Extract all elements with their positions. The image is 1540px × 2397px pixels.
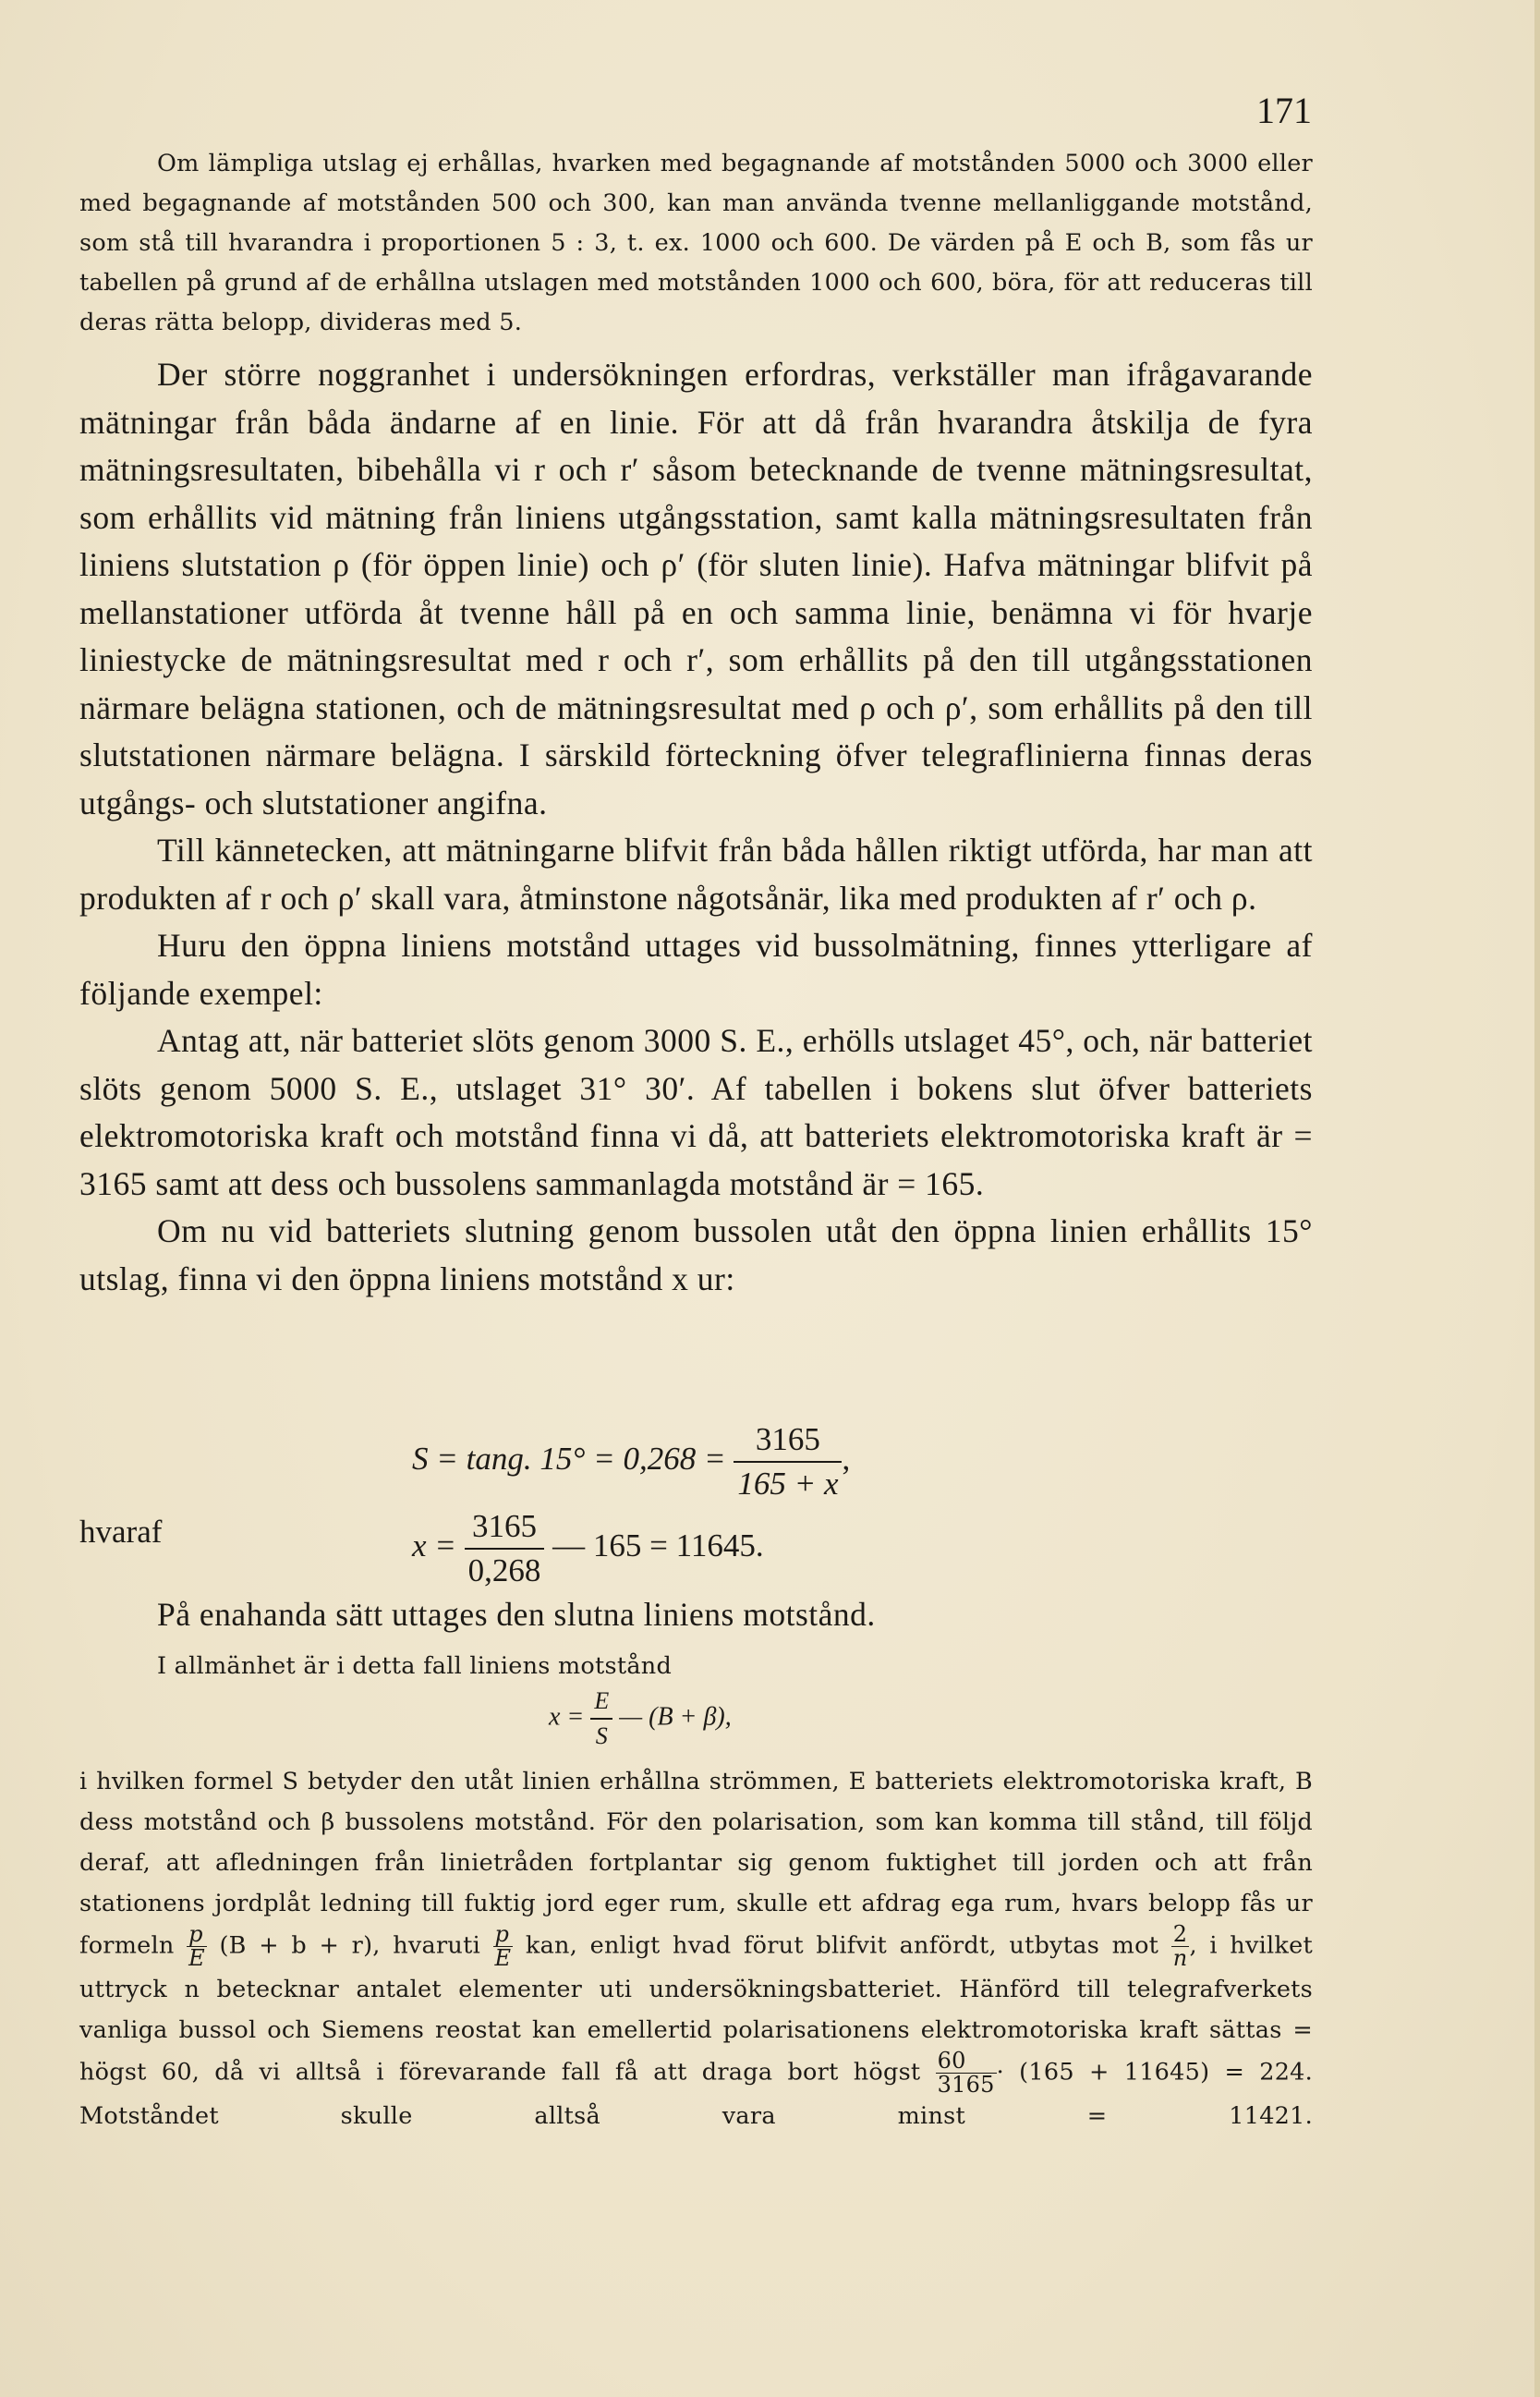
equation-3-fraction (590, 1687, 612, 1750)
formula-60-over-3165 (936, 2050, 997, 2096)
formula-p-over-e-2 (493, 1921, 514, 1971)
formula-p-over-e-1 (187, 1921, 207, 1971)
formula-2-over-n-den: n (1172, 1945, 1188, 1971)
equation-1-fraction (734, 1421, 842, 1503)
paragraph-9 (79, 1761, 1313, 2136)
formula-p-over-e-2-num: p (493, 1924, 514, 1947)
formula-2-over-n (1171, 1921, 1190, 1971)
equation-1 (412, 1421, 850, 1503)
equation-2 (412, 1508, 764, 1589)
paragraph-9-part-e: · (165 + 11645) = 224. Motståndet skulle alltså vara minst = 11421. (79, 2058, 1313, 2130)
paragraph-small-1-text: Om lämpliga utslag ej erhållas, hvarken med begagnande af motstånden 5000 och 3000 eller med begagnande af motstånden 500 och 300, kan man använda tvenne mellanliggande motstånd, som stå till hvarandra i proportionen 5 : 3, t. ex. 1000 och 600. De värden på E och B, som fås ur tabellen på grund af de erhållna utslagen med motstånden 1000 och 600, böra, för att reduceras till deras rätta belopp, divideras med 5. (79, 150, 1313, 336)
equation-1-numerator: 3165 (734, 1421, 842, 1463)
paragraph-2: Der större noggranhet i undersökningen erfordras, verkställer man ifrågavarande mätningar från båda ändarne af en linie. För att då från hvarandra åtskilja de fyra mätningsresultaten, bibehålla vi r och r′ såsom betecknande de tvenne mätningsresultat, som erhållits vid mätning från liniens utgångsstation, samt kalla mätningsresultaten från liniens slutstation ρ (för öppen linie) och ρ′ (för sluten linie). Hafva mätningar blifvit på mellanstationer utförda åt tvenne håll på en och samma linie, benämna vi för hvarje liniestycke de mätningsresultat med r och r′, som erhållits på den till utgångsstationen närmare belägna stationen, och de mätningsresultat med ρ och ρ′, som erhållits på den till slutstationen närmare belägna. I särskild förteckning öfver telegraflinierna finnas deras utgångs- och slutstationer angifna. (79, 356, 1313, 821)
equation-3-rhs: — (B + β), (619, 1702, 732, 1732)
page-number: 171 (1256, 90, 1312, 131)
paragraph-3: Till kännetecken, att mätningarne blifvit från båda hållen riktigt utförda, har man att produkten af r och ρ′ skall vara, åtminstone någotsånär, lika med produkten af r′ och ρ. (79, 832, 1313, 917)
paragraph-7-text: På enahanda sätt uttages den slutna liniens motstånd. (157, 1596, 876, 1633)
formula-2-over-n-num: 2 (1171, 1924, 1190, 1947)
text-block-main (79, 351, 1313, 1303)
equation-3-numerator: E (590, 1687, 612, 1720)
paragraph-9-text (79, 1761, 1313, 2136)
paragraph-9-part-a: i hvilken formel S betyder den utåt linien erhållna strömmen, E batteriets elektromotoriska kraft, B dess motstånd och β bussolens motstånd. För den polarisation, som kan komma till stånd, till följd deraf, att afledningen från linietråden fortplantar sig genom fuktighet till jorden och att från stationens jordplåt ledning till fuktig jord eger rum, skulle ett afdrag ega rum, hvars belopp fås ur formeln (79, 1768, 1313, 1960)
formula-p-over-e-1-num: p (187, 1924, 207, 1947)
paragraph-5: Antag att, när batteriet slöts genom 3000 S. E., erhölls utslaget 45°, och, när batteriet slöts genom 5000 S. E., utslaget 31° 30′. Af tabellen i bokens slut öfver batteriets elektromotoriska kraft och motstånd finna vi då, att batteriets elektromotoriska kraft är = 3165 samt att dess och bussolens sammanlagda motstånd är = 165. (79, 1022, 1313, 1202)
equation-2-numerator: 3165 (465, 1508, 545, 1550)
equation-2-fraction (465, 1508, 545, 1589)
equation-2-rhs: — 165 = 11645. (552, 1527, 764, 1564)
equation-3-denominator: S (595, 1722, 608, 1749)
paragraph-9-part-c: kan, enligt hvad förut blifvit anfördt, utbytas mot (525, 1931, 1159, 1960)
formula-60-over-3165-den: 3165 (937, 2072, 995, 2098)
paragraph-8 (79, 1647, 1313, 1686)
paragraph-small-1 (79, 144, 1313, 343)
paragraph-9-part-b: (B + b + r), hvaruti (219, 1931, 480, 1960)
paragraph-4: Huru den öppna liniens motstånd uttages vid bussolmätning, finnes ytterligare af följande exempel: (79, 927, 1313, 1012)
formula-p-over-e-1-den: E (188, 1945, 205, 1971)
paragraph-6: Om nu vid batteriets slutning genom bussolen utåt den öppna linien erhållits 15° utslag, finna vi den öppna liniens motstånd x ur: (79, 1212, 1313, 1297)
equation-1-tail: , (842, 1441, 851, 1478)
equation-2-lhs: x = (412, 1527, 456, 1564)
equation-1-lhs: S = tang. 15° = 0,268 = (412, 1441, 726, 1478)
equation-2-label: hvaraf (79, 1514, 163, 1550)
paragraph-8-text: I allmänhet är i detta fall liniens motstånd (157, 1652, 673, 1680)
paragraph-9-part-d: , i hvilket uttryck n betecknar antalet elementer uti undersökningsbatteriet. Hänförd till telegrafverkets vanliga bussol och Siemens reostat kan emellertid polarisationens elektromotoriska kraft sättas = högst 60, då vi alltså i förevarande fall få att draga bort högst (79, 1931, 1313, 2087)
equation-1-denominator: 165 + x (737, 1466, 839, 1502)
formula-60-over-3165-num: 60 (936, 2050, 997, 2074)
paragraph-7 (79, 1591, 1313, 1639)
equation-3 (549, 1687, 732, 1750)
equation-3-lhs: x = (549, 1702, 585, 1732)
equation-2-denominator: 0,268 (467, 1552, 541, 1588)
formula-p-over-e-2-den: E (494, 1945, 512, 1971)
